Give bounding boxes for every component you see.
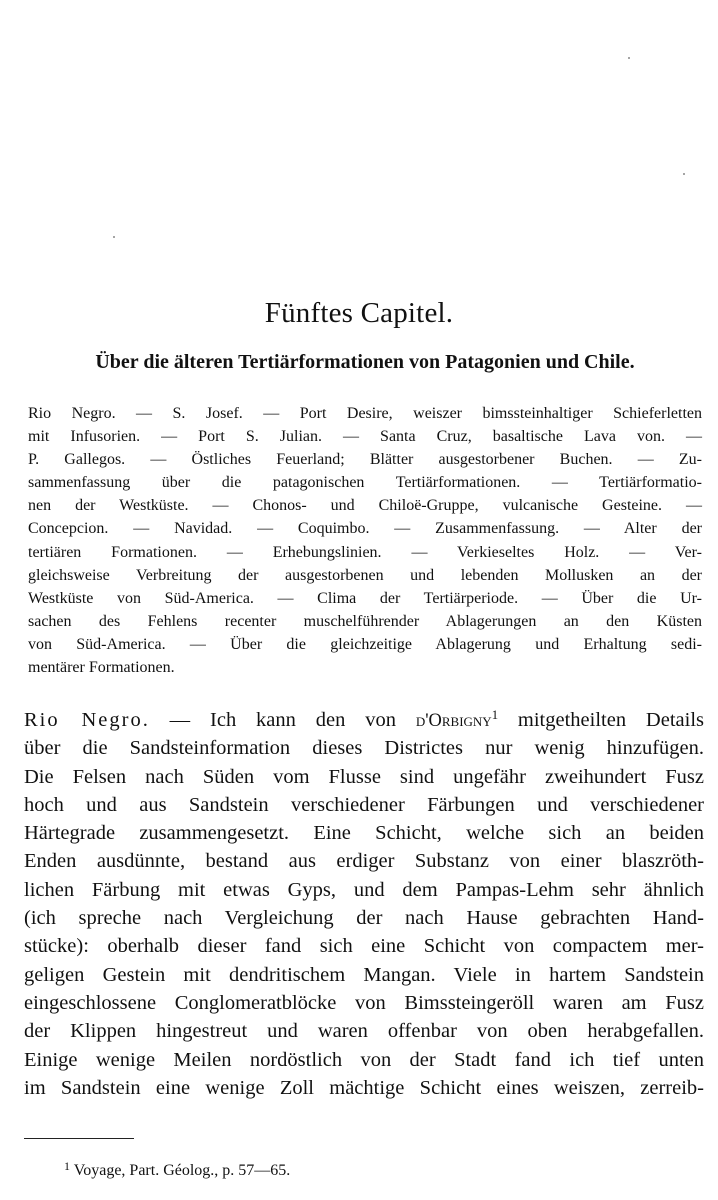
body-line: eingeschlossene Conglomeratblöcke von Bimssteingeröll waren am Fusz — [24, 991, 704, 1014]
body-line: (ich spreche nach Vergleichung der nach Hause gebrachten Hand- — [24, 907, 704, 930]
summary-line: nen der Westküste. — Chonos- und Chiloë-Gruppe, vulcanische Gesteine. — — [28, 497, 702, 515]
summary-line: sachen des Fehlens recenter muschelführender Ablagerungen an den Küsten — [28, 612, 702, 630]
summary-line: mit Infusorien. — Port S. Julian. — Santa Cruz, basaltische Lava von. — — [28, 428, 702, 446]
body-text-span: — Ich kann den von — [149, 709, 416, 731]
summary-line: Rio Negro. — S. Josef. — Port Desire, weiszer bimssteinhaltiger Schieferletten — [28, 405, 702, 422]
body-line: der Klippen hingestreut und waren offenbar von oben herabgefallen. — [24, 1020, 704, 1043]
paper-speck — [113, 236, 115, 238]
chapter-title: Fünftes Capitel. — [264, 297, 454, 329]
paper-speck — [628, 57, 630, 59]
chapter-subtitle: Über die älteren Tertiärformationen von Patagonien und Chile. — [95, 351, 635, 373]
footnote-ref: 1 — [491, 708, 499, 723]
summary-line: von Süd-America. — Über die gleichzeitige Ablagerung und Erhaltung sedi- — [28, 635, 702, 653]
summary-line: Westküste von Süd-America. — Clima der Tertiärperiode. — Über die Ur- — [28, 589, 702, 607]
author-name: d'Orbigny — [415, 710, 492, 730]
summary-line: Concepcion. — Navidad. — Coquimbo. — Zusammenfassung. — Alter der — [28, 520, 702, 538]
summary-line: gleichsweise Verbreitung der ausgestorbenen und lebenden Mollusken an der — [28, 566, 702, 584]
summary-line: P. Gallegos. — Östliches Feuerland; Blätter ausgestorbener Buchen. — Zu- — [28, 451, 702, 469]
body-line: Einige wenige Meilen nordöstlich von der Stadt fand ich tief unten — [24, 1048, 704, 1071]
body-text-span: mitgetheilten Details — [498, 709, 704, 731]
footnote-text: Voyage, Part. Géolog., p. 57—65. — [73, 1162, 291, 1179]
footnote-marker: 1 — [64, 1159, 70, 1174]
chapter-summary — [28, 402, 702, 679]
body-line: Enden ausdünnte, bestand aus erdiger Substanz von einer blaszröth- — [24, 850, 704, 873]
body-line: Die Felsen nach Süden vom Flusse sind ungefähr zweihundert Fusz — [24, 765, 704, 788]
body-line: im Sandstein eine wenige Zoll mächtige Schicht eines weiszen, zerreib- — [24, 1076, 704, 1099]
footnote — [64, 1159, 291, 1180]
summary-line: sammenfassung über die patagonischen Tertiärformationen. — Tertiärformatio- — [28, 474, 702, 492]
paper-speck — [683, 173, 685, 175]
body-line: hoch und aus Sandstein verschiedener Färbungen und verschiedener — [24, 793, 704, 816]
footnote-divider — [24, 1138, 134, 1139]
summary-line: mentärer Formationen. — [28, 659, 175, 677]
body-line: Härtegrade zusammengesetzt. Eine Schicht, welche sich an beiden — [24, 822, 704, 845]
place-name: Rio Negro. — [24, 709, 150, 731]
body-line — [24, 706, 704, 734]
body-paragraph — [24, 706, 704, 1102]
body-line: stücke): oberhalb dieser fand sich eine Schicht von compactem mer- — [24, 935, 704, 958]
summary-line: tertiären Formationen. — Erhebungslinien. — Verkieseltes Holz. — Ver- — [28, 543, 702, 561]
body-line: lichen Färbung mit etwas Gyps, und dem Pampas-Lehm sehr ähnlich — [24, 878, 704, 901]
body-line: geligen Gestein mit dendritischem Mangan. Viele in hartem Sandstein — [24, 963, 704, 986]
body-line: über die Sandsteinformation dieses Districtes nur wenig hinzufügen. — [24, 737, 704, 760]
